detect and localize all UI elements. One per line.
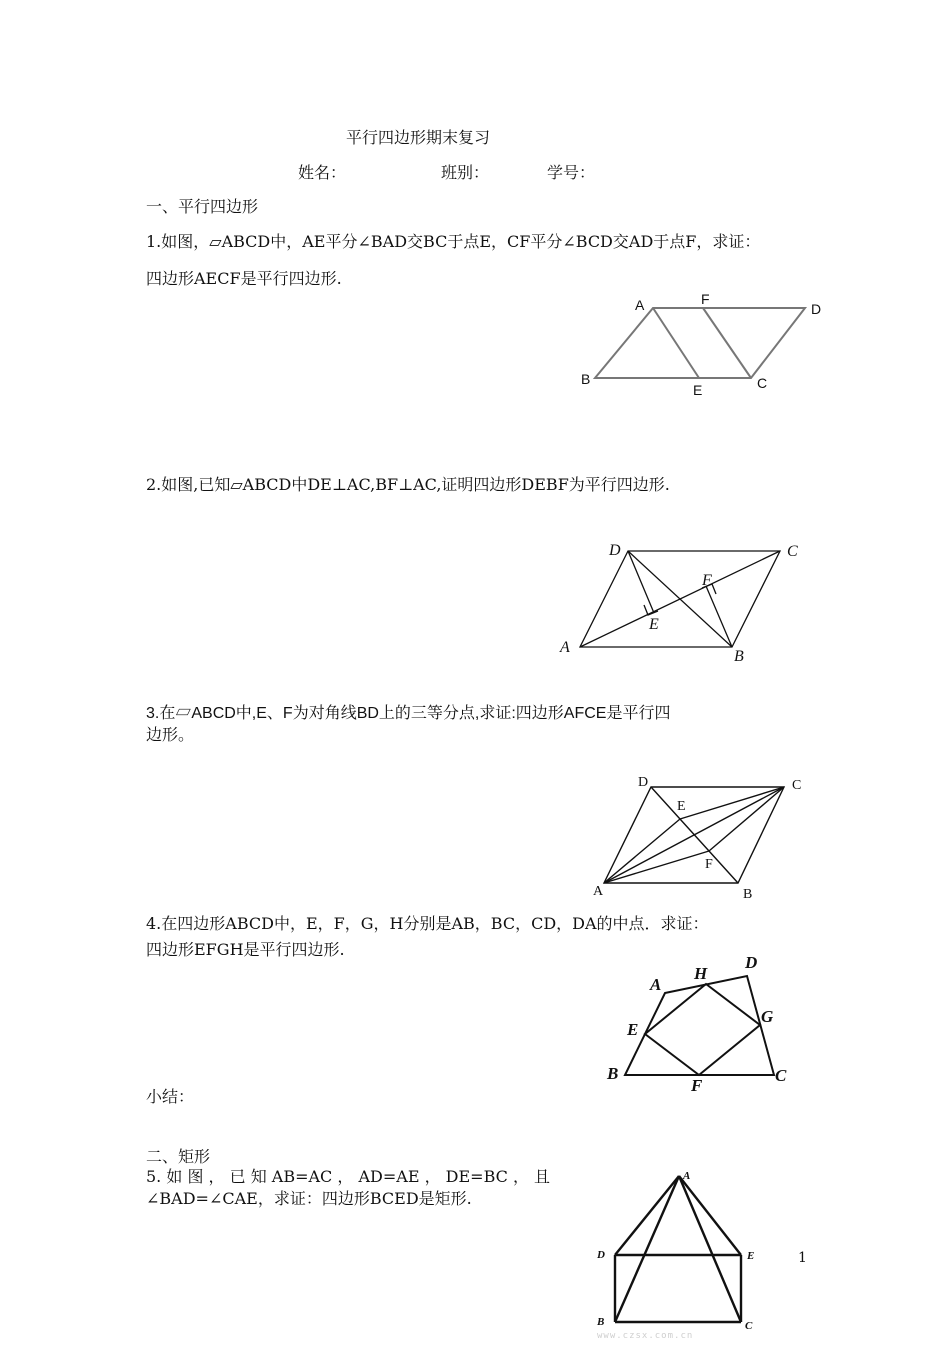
fig2-label-A: A [560,639,570,656]
figure-5-rectangle [590,1164,770,1344]
page-title: 平行四边形期末复习 [346,128,491,147]
fig4-label-A: A [650,975,662,994]
section-heading-rectangle: 二、矩形 [146,1147,211,1166]
summary-label: 小结： [146,1087,195,1106]
fig3-label-B: B [743,887,753,902]
figure-1-parallelogram [575,290,835,400]
fig4-label-H: H [694,964,708,983]
question-4-line-1: 4.在四边形ABCD中，E，F，G，H分别是AB，BC，CD，DA的中点．求证： [146,914,709,933]
fig4-label-E: E [627,1020,639,1039]
question-2-line-1: 2.如图,已知▱ABCD中DE⊥AC,BF⊥AC,证明四边形DEBF为平行四边形. [146,475,670,494]
class-label: 班别： [441,163,490,182]
page-number: 1 [798,1250,807,1266]
question-3-line-1: 3.在▱ABCD中,E、F为对角线BD上的三等分点,求证:四边形AFCE是平行四 [146,705,671,722]
section-heading-parallelogram: 一、平行四边形 [146,197,259,216]
fig1-label-B: B [581,371,591,387]
fig5-label-B: B [597,1316,605,1328]
fig5-label-C: C [745,1320,753,1332]
fig4-label-D: D [745,953,758,972]
fig2-label-D: D [609,542,621,559]
fig2-label-F: F [702,572,712,589]
fig3-label-D: D [638,775,649,790]
fig4-label-B: B [607,1064,619,1083]
fig2-label-E: E [649,616,659,633]
question-3-line-2: 边形。 [146,725,195,744]
figure-4-quadrilateral [600,950,810,1095]
fig5-label-D: D [597,1249,605,1261]
fig2-label-C: C [787,543,798,560]
figure-2-parallelogram [555,540,815,670]
fig2-label-B: B [734,648,744,665]
name-label: 姓名： [298,163,347,182]
fig3-label-F: F [705,857,713,872]
fig5-label-A: A [683,1170,691,1182]
fig1-label-A: A [635,297,645,313]
fig5-label-E: E [747,1250,755,1262]
fig3-label-E: E [677,799,686,814]
question-1-line-1: 1.如图，▱ABCD中，AE平分∠BAD交BC于点E，CF平分∠BCD交AD于点F，求证： [146,232,761,251]
fig1-label-D: D [811,301,822,317]
fig3-label-C: C [792,778,802,793]
fig1-label-C: C [757,375,768,391]
figure-3-parallelogram [588,772,818,902]
question-5-line-2: ∠BAD=∠CAE，求证：四边形BCED是矩形. [146,1189,472,1208]
fig4-label-F: F [691,1076,703,1095]
fig4-label-G: G [761,1007,774,1026]
question-4-line-2: 四边形EFGH是平行四边形. [146,940,345,959]
fig1-label-F: F [701,291,710,307]
question-1-line-2: 四边形AECF是平行四边形. [146,269,342,288]
student-number-label: 学号： [547,163,596,182]
fig1-label-E: E [693,382,703,398]
watermark: www.czsx.com.cn [597,1331,694,1341]
question-5-line-1: 5. 如 图 ， 已 知 AB=AC ， AD=AE ， DE=BC ， 且 [146,1167,551,1186]
fig3-label-A: A [593,884,604,899]
fig4-label-C: C [775,1066,787,1085]
